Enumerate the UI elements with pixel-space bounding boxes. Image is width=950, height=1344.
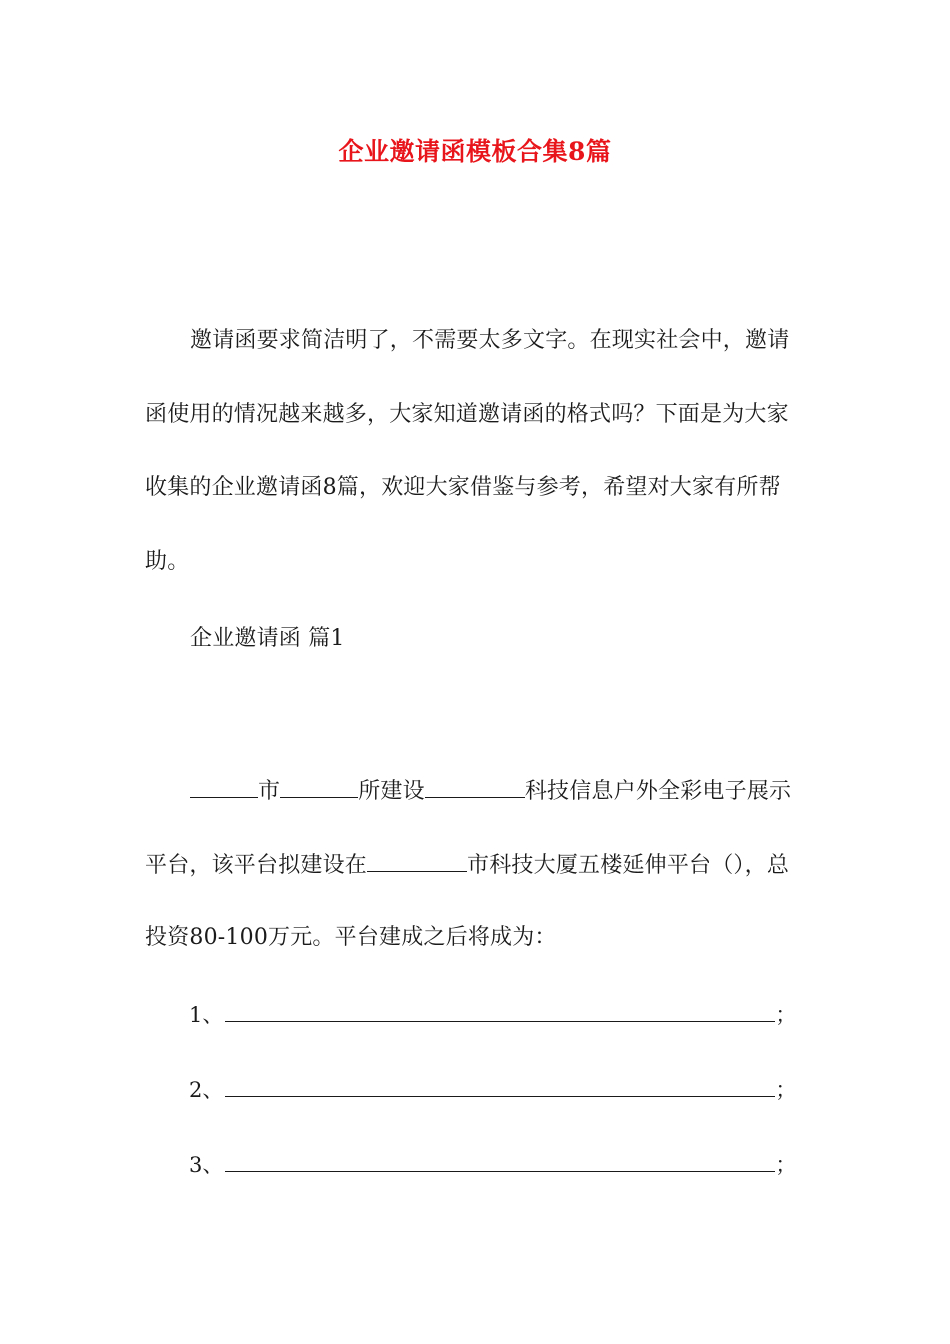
- intro-line-1: 邀请函要求简洁明了，不需要太多文字。在现实社会中，邀请: [190, 328, 790, 353]
- fill-blank: [280, 775, 358, 798]
- body-text-segment: 市科技大厦五楼延伸平台（），总: [467, 853, 790, 878]
- section-heading: 企业邀请函 篇1: [190, 626, 345, 651]
- list-number: 3、: [189, 1153, 224, 1177]
- list-number: 1、: [189, 1003, 224, 1027]
- document-title: 企业邀请函模板合集8篇: [338, 137, 612, 166]
- body-paragraph-line-1: [190, 775, 805, 807]
- list-item: [189, 1150, 796, 1180]
- list-number: 2、: [189, 1078, 224, 1102]
- fill-blank: [425, 775, 525, 798]
- list-end-punct: ；: [775, 1078, 797, 1102]
- body-text-segment: 科技信息户外全彩电子展示: [524, 779, 792, 804]
- body-text-segment: 市: [258, 779, 281, 804]
- body-paragraph-line-2: [145, 849, 805, 881]
- list-end-punct: ；: [775, 1153, 797, 1177]
- fill-line: [225, 1076, 775, 1097]
- list-item: [189, 1075, 796, 1105]
- fill-line: [225, 1151, 775, 1172]
- intro-line-3: 收集的企业邀请函8篇，欢迎大家借鉴与参考，希望对大家有所帮: [145, 475, 781, 500]
- intro-line-2: 函使用的情况越来越多，大家知道邀请函的格式吗？下面是为大家: [145, 402, 789, 427]
- body-text-segment: 平台，该平台拟建设在: [145, 853, 368, 878]
- list-end-punct: ；: [775, 1003, 797, 1027]
- list-item: [189, 1000, 796, 1030]
- fill-line: [225, 1001, 775, 1022]
- fill-blank: [190, 775, 258, 798]
- body-paragraph-line-3: 投资80-100万元。平台建成之后将成为：: [145, 925, 557, 950]
- intro-line-4: 助。: [145, 549, 190, 574]
- body-text-segment: 所建设: [358, 779, 425, 804]
- fill-blank: [367, 849, 467, 872]
